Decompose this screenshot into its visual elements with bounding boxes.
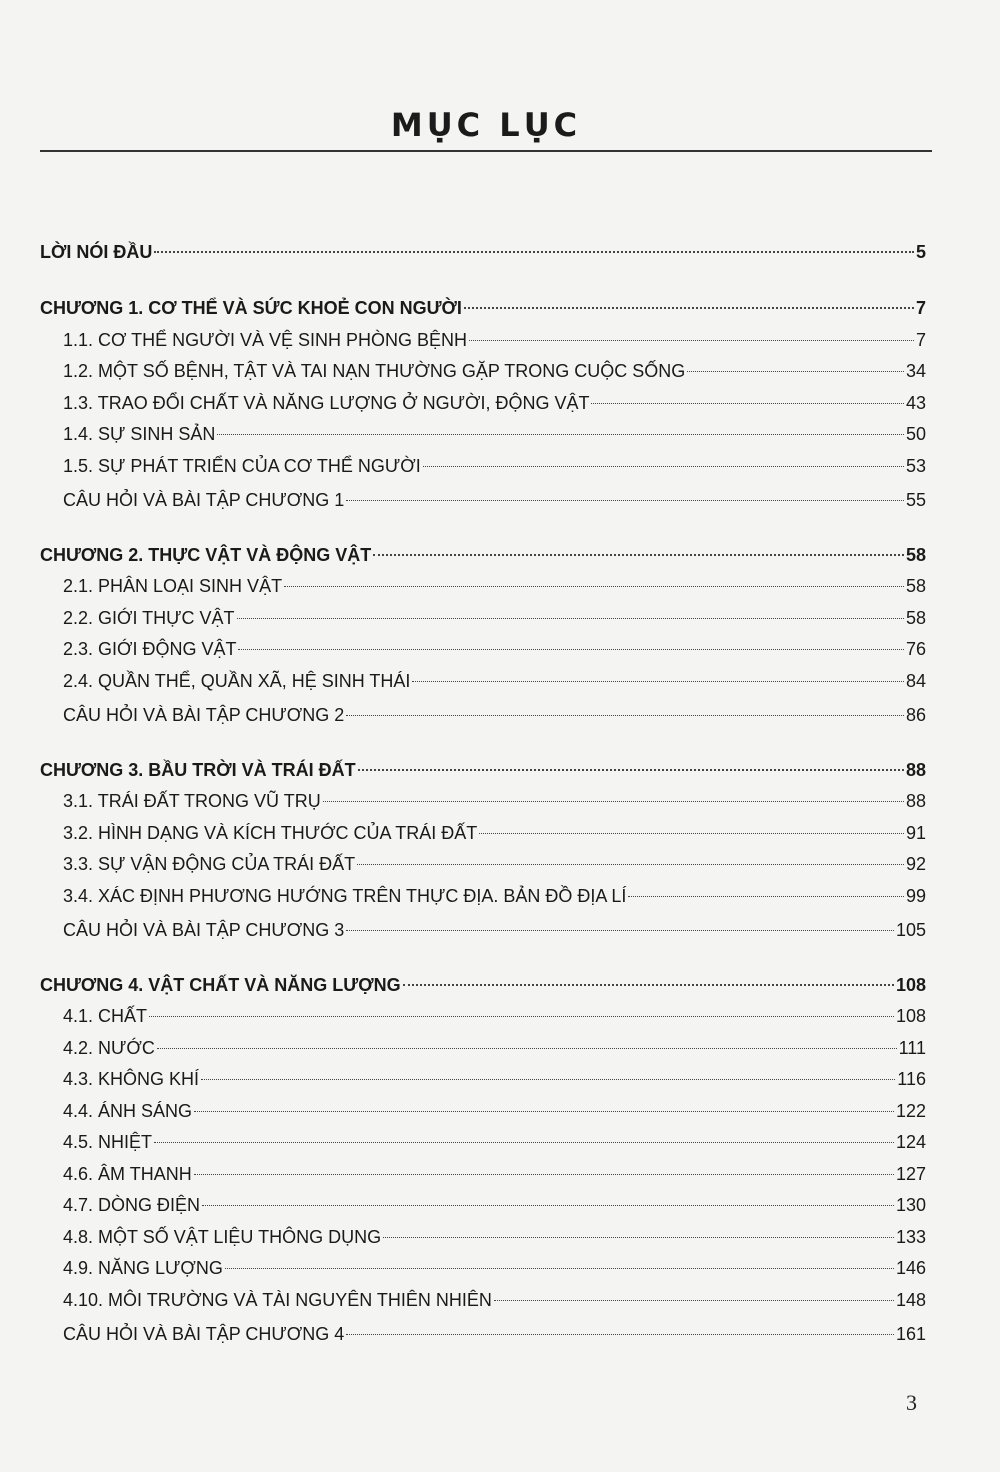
toc-section-entry [63, 1002, 926, 1030]
toc-entry-label: 4.3. KHÔNG KHÍ [63, 1069, 200, 1089]
toc-entry-page: 146 [895, 1258, 926, 1278]
toc-section-entry [63, 850, 926, 878]
toc-chapter-entry [40, 541, 926, 569]
toc-entry-label: 1.3. TRAO ĐỔI CHẤT VÀ NĂNG LƯỢNG Ở NGƯỜI, ĐỘNG VẬT [63, 393, 590, 413]
toc-section-entry [63, 486, 926, 514]
toc-section-entry [63, 1286, 926, 1314]
toc-section-entry [63, 1223, 926, 1251]
toc-entry-label: CÂU HỎI VÀ BÀI TẬP CHƯƠNG 3 [63, 920, 345, 940]
toc-section-entry [63, 452, 926, 480]
toc-entry-page: 50 [905, 424, 926, 444]
toc-entry-label: 3.4. XÁC ĐỊNH PHƯƠNG HƯỚNG TRÊN THỰC ĐỊA. BẢN ĐỒ ĐỊA LÍ [63, 886, 627, 906]
dot-leader [346, 500, 904, 501]
toc-entry-page: 92 [905, 854, 926, 874]
toc-section-entry [63, 787, 926, 815]
toc-entry-label: 1.1. CƠ THỂ NGƯỜI VÀ VỆ SINH PHÒNG BỆNH [63, 330, 467, 350]
dot-leader [201, 1079, 895, 1080]
toc-entry-page: 84 [905, 671, 926, 691]
toc-section-entry [63, 572, 926, 600]
dot-leader [238, 649, 903, 650]
toc-entry-page: 91 [905, 823, 926, 843]
page-title: MỤC LỤC [390, 106, 582, 144]
toc-entry-page: 55 [905, 490, 926, 510]
toc-entry-page: 86 [905, 705, 926, 725]
toc-chapter-entry [40, 971, 926, 999]
toc-entry-label: CHƯƠNG 1. CƠ THỂ VÀ SỨC KHOẺ CON NGƯỜI [40, 298, 462, 318]
dot-leader [194, 1174, 894, 1175]
toc-entry-label: 1.2. MỘT SỐ BỆNH, TẬT VÀ TAI NẠN THƯỜNG GẶP TRONG CUỘC SỐNG [63, 361, 686, 381]
toc-entry-page: 122 [895, 1101, 926, 1121]
dot-leader [346, 930, 894, 931]
toc-section-entry [63, 1034, 926, 1062]
toc-section-entry [63, 1128, 926, 1156]
toc-entry-page: 34 [905, 361, 926, 381]
dot-leader [358, 769, 904, 771]
toc-section-entry [63, 1160, 926, 1188]
toc-entry-page: 130 [895, 1195, 926, 1215]
toc-entry-page: 88 [905, 791, 926, 811]
dot-leader [284, 586, 904, 587]
toc-entry-label: 2.3. GIỚI ĐỘNG VẬT [63, 639, 237, 659]
toc-entry-label: 4.10. MÔI TRƯỜNG VÀ TÀI NGUYÊN THIÊN NHIÊN [63, 1290, 492, 1310]
dot-leader [154, 251, 914, 253]
toc-entry-page: 127 [895, 1164, 926, 1184]
toc-entry-page: 108 [895, 975, 926, 995]
toc-entry-label: 3.1. TRÁI ĐẤT TRONG VŨ TRỤ [63, 791, 321, 811]
toc-entry-label: 4.6. ÂM THANH [63, 1164, 192, 1184]
toc-entry-page: 7 [915, 298, 926, 318]
toc-entry-page: 99 [905, 886, 926, 906]
toc-entry-page: 111 [898, 1038, 926, 1058]
toc-section-entry [63, 1191, 926, 1219]
dot-leader [383, 1237, 894, 1238]
toc-entry-page: 116 [897, 1069, 926, 1089]
toc-entry-label: CHƯƠNG 3. BẦU TRỜI VÀ TRÁI ĐẤT [40, 760, 356, 780]
dot-leader [346, 1334, 894, 1335]
toc-entry-page: 7 [915, 330, 926, 350]
dot-leader [346, 715, 904, 716]
toc-entry-page: 108 [895, 1006, 926, 1026]
toc-entry-page: 53 [905, 456, 926, 476]
toc-entry-page: 5 [915, 242, 926, 262]
toc-entry-label: 3.3. SỰ VẬN ĐỘNG CỦA TRÁI ĐẤT [63, 854, 356, 874]
toc-section-entry [63, 667, 926, 695]
toc-section-entry [63, 1065, 926, 1093]
title-block [40, 100, 932, 152]
toc-entry-label: 2.4. QUẦN THỂ, QUẦN XÃ, HỆ SINH THÁI [63, 671, 411, 691]
dot-leader [373, 554, 904, 556]
dot-leader [357, 864, 904, 865]
dot-leader [225, 1268, 894, 1269]
toc-section-entry [63, 819, 926, 847]
dot-leader [479, 833, 904, 834]
dot-leader [323, 801, 904, 802]
toc-section-entry [63, 701, 926, 729]
toc-entry-label: 1.5. SỰ PHÁT TRIỂN CỦA CƠ THỂ NGƯỜI [63, 456, 421, 476]
toc-section-entry [63, 420, 926, 448]
toc-entry-label: 3.2. HÌNH DẠNG VÀ KÍCH THƯỚC CỦA TRÁI ĐẤT [63, 823, 478, 843]
dot-leader [423, 466, 904, 467]
toc-entry-label: 4.1. CHẤT [63, 1006, 148, 1026]
toc-entry-page: 124 [895, 1132, 926, 1152]
toc-entry-label: 2.1. PHÂN LOẠI SINH VẬT [63, 576, 283, 596]
toc-entry-label: 2.2. GIỚI THỰC VẬT [63, 608, 235, 628]
dot-leader [194, 1111, 894, 1112]
toc-entry-page: 58 [905, 545, 926, 565]
toc-chapter-entry [40, 294, 926, 322]
dot-leader [149, 1016, 894, 1017]
toc-entry-label: CHƯƠNG 4. VẬT CHẤT VÀ NĂNG LƯỢNG [40, 975, 401, 995]
dot-leader [217, 434, 904, 435]
toc-chapter-entry [40, 238, 926, 266]
toc-entry-label: 1.4. SỰ SINH SẢN [63, 424, 216, 444]
toc-entry-label: 4.9. NĂNG LƯỢNG [63, 1258, 223, 1278]
dot-leader [628, 896, 904, 897]
toc-entry-label: LỜI NÓI ĐẦU [40, 242, 153, 262]
toc-entry-label: 4.8. MỘT SỐ VẬT LIỆU THÔNG DỤNG [63, 1227, 382, 1247]
toc-section-entry [63, 604, 926, 632]
toc-chapter-entry [40, 756, 926, 784]
toc-entry-page: 161 [895, 1324, 926, 1344]
toc-entry-page: 58 [905, 576, 926, 596]
toc-section-entry [63, 635, 926, 663]
dot-leader [237, 618, 904, 619]
toc-section-entry [63, 326, 926, 354]
dot-leader [412, 681, 904, 682]
toc-section-entry [63, 389, 926, 417]
toc-section-entry [63, 882, 926, 910]
toc-entry-page: 76 [905, 639, 926, 659]
dot-leader [154, 1142, 894, 1143]
dot-leader [591, 403, 904, 404]
toc-section-entry [63, 1254, 926, 1282]
toc-entry-page: 88 [905, 760, 926, 780]
toc-entry-label: CÂU HỎI VÀ BÀI TẬP CHƯƠNG 2 [63, 705, 345, 725]
toc-entry-page: 58 [905, 608, 926, 628]
toc-entry-page: 43 [905, 393, 926, 413]
toc-section-entry [63, 1320, 926, 1348]
toc-entry-label: 4.7. DÒNG ĐIỆN [63, 1195, 201, 1215]
dot-leader [202, 1205, 894, 1206]
dot-leader [469, 340, 914, 341]
toc-entry-label: CÂU HỎI VÀ BÀI TẬP CHƯƠNG 4 [63, 1324, 345, 1344]
toc-entry-label: CHƯƠNG 2. THỰC VẬT VÀ ĐỘNG VẬT [40, 545, 372, 565]
toc-section-entry [63, 357, 926, 385]
dot-leader [157, 1048, 897, 1049]
toc-entry-label: 4.4. ÁNH SÁNG [63, 1101, 193, 1121]
toc-entry-page: 148 [895, 1290, 926, 1310]
toc-entry-label: 4.5. NHIỆT [63, 1132, 153, 1152]
toc-entry-label: 4.2. NƯỚC [63, 1038, 155, 1058]
page-number: 3 [906, 1390, 917, 1415]
dot-leader [494, 1300, 894, 1301]
toc-entry-page: 105 [895, 920, 926, 940]
toc-entry-page: 133 [895, 1227, 926, 1247]
dot-leader [687, 371, 904, 372]
toc-entry-label: CÂU HỎI VÀ BÀI TẬP CHƯƠNG 1 [63, 490, 345, 510]
toc-section-entry [63, 916, 926, 944]
dot-leader [464, 307, 914, 309]
toc-section-entry [63, 1097, 926, 1125]
dot-leader [403, 984, 894, 986]
